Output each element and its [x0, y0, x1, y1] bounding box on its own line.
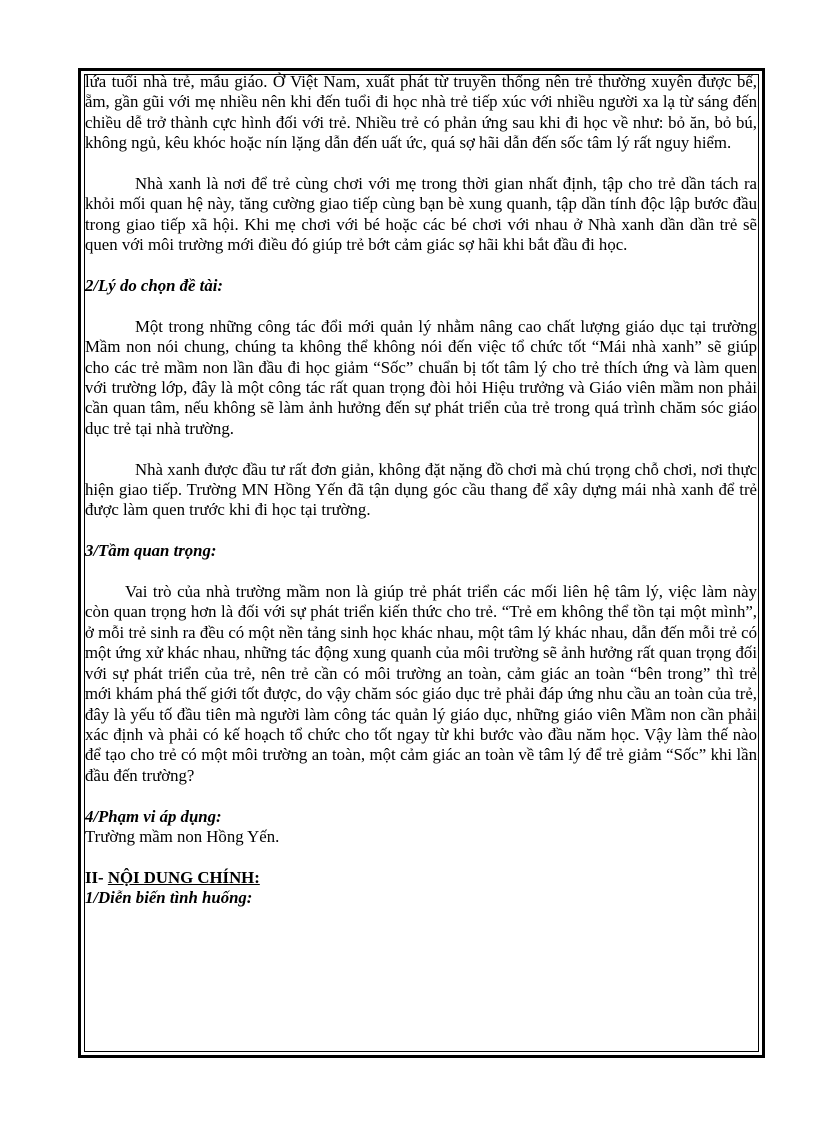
paragraph-reason-2: Nhà xanh được đầu tư rất đơn giản, không đặt nặng đồ chơi mà chú trọng chỗ chơi, nơi thực hiện giao tiếp. Trường MN Hồng Yến đã tận dụng góc cầu thang để xây dựng mái nhà xanh để trẻ được làm quen trước khi đi học tại trường. [85, 459, 757, 520]
heading-importance: 3/Tầm quan trọng: [85, 541, 217, 561]
heading-scope: 4/Phạm vi áp dụng: [85, 806, 222, 826]
paragraph-scope: Trường mầm non Hồng Yến. [85, 826, 280, 846]
heading-reason: 2/Lý do chọn đề tài: [85, 276, 223, 296]
heading-situation: 1/Diễn biến tình huống: [85, 888, 253, 908]
paragraph-reason-1: Một trong những công tác đổi mới quản lý nhằm nâng cao chất lượng giáo dục tại trường Mầm non nói chung, chúng ta không thể không nói đến việc tổ chức tốt “Mái nhà xanh” sẽ giúp cho các trẻ mầm non lần đầu đi học giảm “Sốc” chuẩn bị tốt tâm lý cho trẻ thích ứng và làm quen với trường lớp, đây là một công tác rất quan trọng đòi hỏi Hiệu trưởng và Giáo viên mầm non phải cần quan tâm, nếu không sẽ làm ảnh hưởng đến sự phát triển của trẻ trong quá trình chăm sóc giáo dục trẻ tại nhà trường. [85, 316, 757, 438]
paragraph-nha-xanh: Nhà xanh là nơi để trẻ cùng chơi với mẹ trong thời gian nhất định, tập cho trẻ dần tách ra khỏi mối quan hệ này, tăng cường giao tiếp cùng bạn bè xung quanh, tập dần tính độc lập bước đầu trong giao tiếp xã hội. Khi mẹ chơi với bé hoặc các bé chơi với nhau ở Nhà xanh dần dần trẻ sẽ quen với môi trường mới điều đó giúp trẻ bớt cảm giác sợ hãi khi bắt đầu đi học. [85, 174, 757, 255]
paragraph-importance: Vai trò của nhà trường mầm non là giúp trẻ phát triển các mối liên hệ tâm lý, việc làm này còn quan trọng hơn là đối với sự phát triển kiến thức cho trẻ. “Trẻ em không thể tồn tại một mình”, ở mỗi trẻ sinh ra đều có một nền tảng sinh học khác nhau, một tâm lý khác nhau, dẫn đến mỗi trẻ có một ứng xử khác nhau, những tác động xung quanh của môi trường sẽ ảnh hưởng rất quan trọng đối với sự phát triển của trẻ, nên trẻ cần có môi trường an toàn, cảm giác an toàn “bên trong” thì trẻ mới khám phá thế giới tốt được, do vậy chăm sóc giáo dục trẻ phải đáp ứng nhu cầu an toàn của trẻ, đây là yếu tố đầu tiên mà người làm công tác quản lý giáo dục, những giáo viên Mầm non cần phải xác định và phải có kế hoạch tổ chức cho tốt ngay từ khi bước vào đầu năm học. Vậy làm thế nào để tạo cho trẻ có một môi trường an toàn, một cảm giác an toàn về tâm lý để trẻ giảm “Sốc” khi lần đầu đến trường? [85, 582, 757, 785]
document-body [85, 72, 757, 909]
paragraph-intro-continued: lứa tuổi nhà trẻ, mẫu giáo. Ở Việt Nam, xuất phát từ truyền thống nên trẻ thường xuyên được bế, ẵm, gần gũi với mẹ nhiều nên khi đến tuổi đi học nhà trẻ tiếp xúc với nhiều người xa lạ từ sáng đến chiều dễ trở thành cực hình đối với trẻ. Nhiều trẻ có phản ứng sau khi đi học về như: bỏ ăn, bỏ bú, không ngủ, kêu khóc hoặc nín lặng dẫn đến uất ức, quá sợ hãi dẫn đến sốc tâm lý rất nguy hiểm. [85, 72, 757, 153]
heading-main-content [85, 868, 757, 888]
heading-main-title: NỘI DUNG CHÍNH: [107, 867, 260, 887]
heading-main-prefix: II- [85, 867, 108, 887]
